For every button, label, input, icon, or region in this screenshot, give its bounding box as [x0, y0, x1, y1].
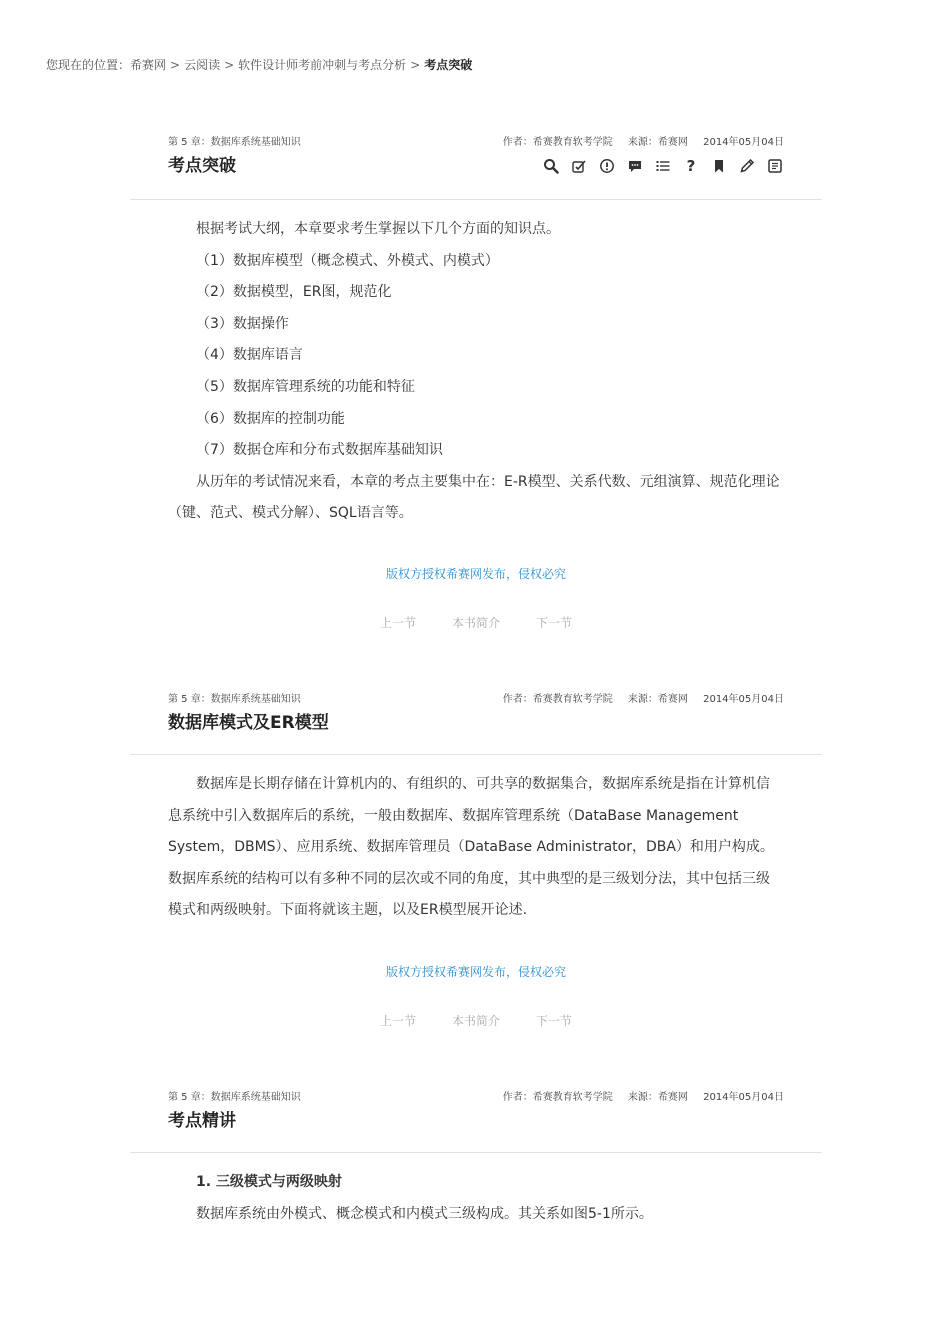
author-label: 作者：希赛教育软考学院	[502, 137, 613, 148]
section-info	[491, 690, 784, 705]
search-icon[interactable]	[542, 157, 560, 175]
list-icon[interactable]	[654, 157, 672, 175]
section-meta	[130, 133, 822, 149]
breadcrumb-link-home[interactable]: 希赛网	[130, 58, 167, 72]
source-label: 来源：希赛网	[627, 1092, 688, 1103]
paragraph: 从历年的考试情况来看，本章的考点主要集中在：E-R模型、关系代数、元组演算、规范化理论（键、范式、模式分解）、SQL语言等。	[168, 473, 780, 522]
prev-section-link[interactable]: 上一节	[379, 615, 416, 630]
list-item: （7）数据仓库和分布式数据库基础知识	[196, 442, 443, 459]
section-title: 考点突破	[168, 156, 236, 176]
section-divider	[130, 754, 822, 755]
breadcrumb-link-book[interactable]: 软件设计师考前冲刺与考点分析	[238, 58, 407, 72]
source-label: 来源：希赛网	[627, 137, 688, 148]
list-item: （5）数据库管理系统的功能和特征	[196, 378, 415, 395]
date-label: 2014年05月04日	[703, 1092, 784, 1103]
section-body	[130, 214, 822, 530]
section-info	[491, 1088, 784, 1103]
pencil-icon[interactable]	[738, 157, 756, 175]
list-item: （2）数据模型，ER图，规范化	[196, 284, 392, 301]
breadcrumb-separator: >	[224, 58, 235, 72]
section-meta	[130, 1088, 822, 1104]
section-body	[130, 1167, 822, 1230]
section-divider	[130, 199, 822, 200]
date-label: 2014年05月04日	[703, 137, 784, 148]
paragraph: 根据考试大纲，本章要求考生掌握以下几个方面的知识点。	[196, 221, 560, 237]
date-label: 2014年05月04日	[703, 694, 784, 705]
next-section-link[interactable]: 下一节	[536, 615, 573, 630]
book-intro-link[interactable]: 本书简介	[451, 615, 500, 630]
section-info	[491, 133, 784, 148]
prev-section-link[interactable]: 上一节	[379, 1013, 416, 1028]
checklist-icon[interactable]	[570, 157, 588, 175]
section-title: 考点精讲	[168, 1111, 236, 1131]
chapter-label: 第 5 章：数据库系统基础知识	[168, 137, 301, 148]
section-kaodian-tupo	[130, 133, 822, 631]
breadcrumb-separator: >	[170, 58, 181, 72]
author-label: 作者：希赛教育软考学院	[502, 694, 613, 705]
section-title: 数据库模式及ER模型	[168, 713, 329, 733]
bookmark-icon[interactable]	[710, 157, 728, 175]
list-item: （1）数据库模型（概念模式、外模式、内模式）	[196, 252, 499, 269]
reading-toolbar	[542, 157, 784, 175]
breadcrumb-current: 考点突破	[424, 58, 473, 72]
next-section-link[interactable]: 下一节	[536, 1013, 573, 1028]
breadcrumb-separator: >	[410, 58, 421, 72]
section-nav	[130, 614, 822, 631]
paragraph: 数据库是长期存储在计算机内的、有组织的、可共享的数据集合，数据库系统是指在计算机信息系统中引入数据库后的系统，一般由数据库、数据库管理系统（DataBase Management System，DBMS）、应用系统、数据库管理员（DataBase Administrator，DBA）和用户构成。数据库系统的结构可以有多种不同的层次或不同的角度，其中典型的是三级划分法，其中包括三级模式和两级映射。下面将就该主题，以及ER模型展开论述.	[168, 776, 774, 919]
help-icon[interactable]: ?	[686, 157, 696, 175]
breadcrumb	[46, 56, 472, 73]
breadcrumb-prefix: 您现在的位置：	[46, 58, 131, 72]
comment-icon[interactable]	[626, 157, 644, 175]
subheading: 1. 三级模式与两级映射	[196, 1174, 342, 1190]
paragraph: 数据库系统由外模式、概念模式和内模式三级构成。其关系如图5-1所示。	[196, 1205, 653, 1222]
list-item: （4）数据库语言	[196, 347, 303, 364]
section-meta	[130, 690, 822, 706]
section-divider	[130, 1152, 822, 1153]
copyright-notice: 版权方授权希赛网发布，侵权必究	[385, 964, 566, 979]
notes-icon[interactable]	[766, 157, 784, 175]
list-item: （3）数据操作	[196, 315, 289, 332]
author-label: 作者：希赛教育软考学院	[502, 1092, 613, 1103]
section-kaodian-jingjiang	[130, 1088, 822, 1230]
section-body	[130, 769, 822, 927]
alert-icon[interactable]	[598, 157, 616, 175]
book-intro-link[interactable]: 本书简介	[451, 1013, 500, 1028]
chapter-label: 第 5 章：数据库系统基础知识	[168, 694, 301, 705]
copyright-notice: 版权方授权希赛网发布，侵权必究	[385, 566, 566, 581]
section-er-model	[130, 690, 822, 1029]
list-item: （6）数据库的控制功能	[196, 410, 345, 427]
source-label: 来源：希赛网	[627, 694, 688, 705]
section-nav	[130, 1012, 822, 1029]
chapter-label: 第 5 章：数据库系统基础知识	[168, 1092, 301, 1103]
breadcrumb-link-cloud-read[interactable]: 云阅读	[184, 58, 221, 72]
